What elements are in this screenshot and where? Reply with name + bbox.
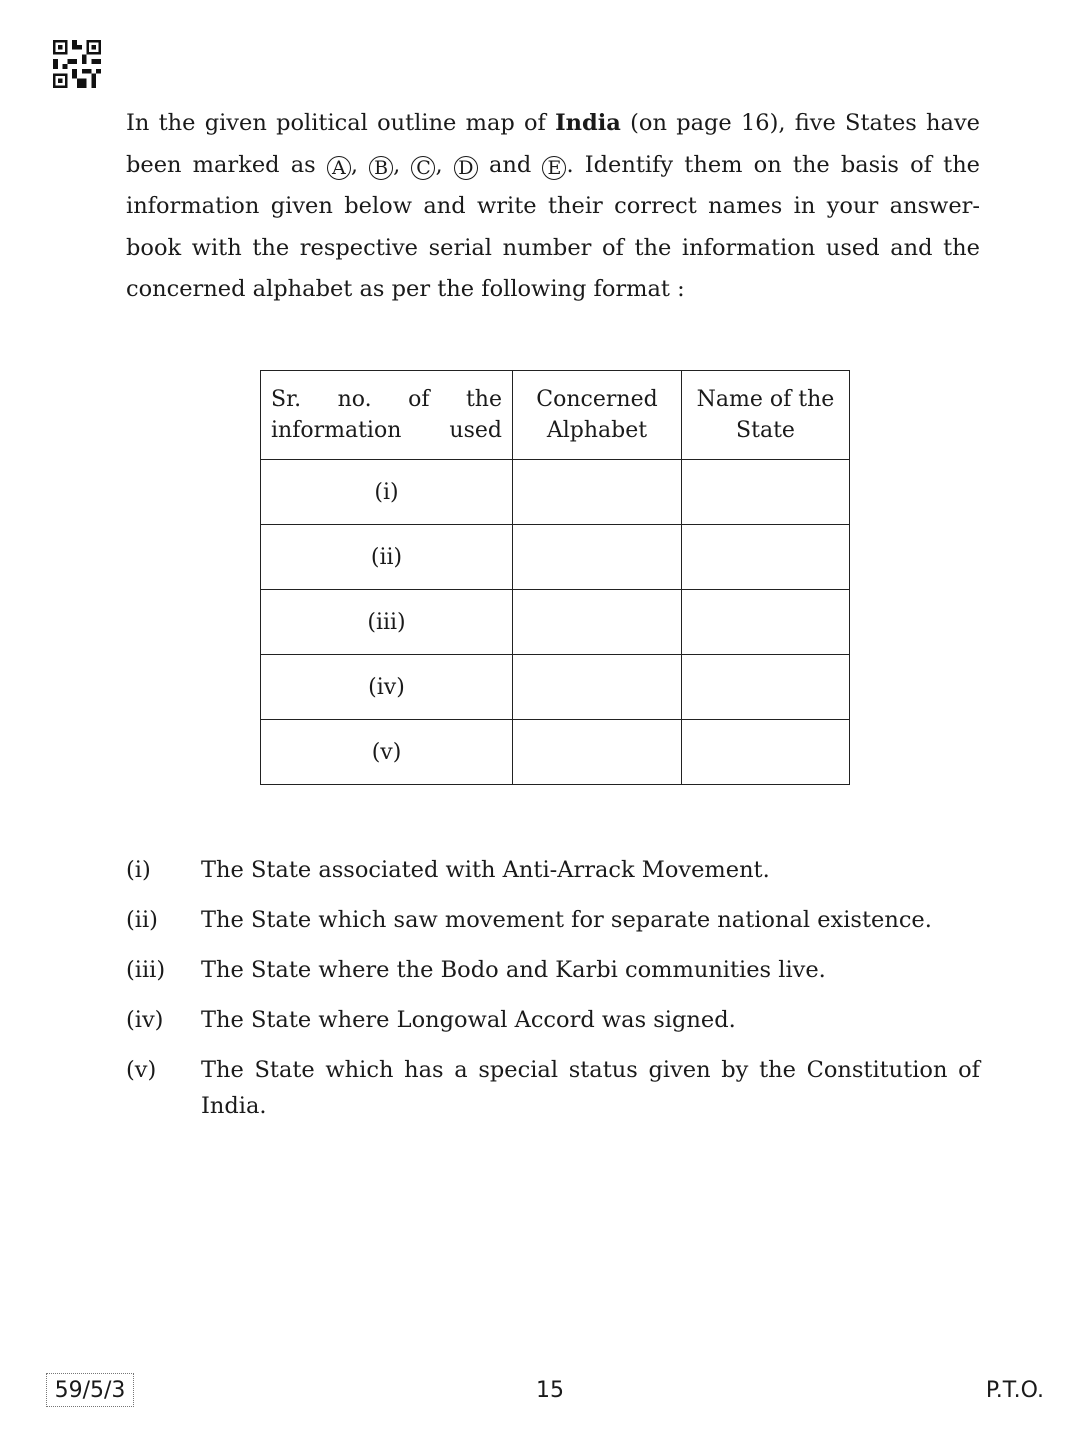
empty-cell bbox=[682, 720, 850, 785]
table-row bbox=[261, 720, 850, 785]
empty-cell bbox=[513, 720, 682, 785]
item-text: The State which has a special status given by the Constitution of India. bbox=[201, 1057, 980, 1119]
empty-cell bbox=[682, 525, 850, 590]
row-number: (v) bbox=[261, 720, 513, 785]
item-number: (i) bbox=[126, 857, 151, 883]
list-item bbox=[126, 852, 980, 888]
table-row bbox=[261, 590, 850, 655]
item-text: The State which saw movement for separate national existence. bbox=[201, 907, 932, 933]
page-number: 15 bbox=[536, 1378, 564, 1403]
empty-cell bbox=[682, 590, 850, 655]
pto-label: P.T.O. bbox=[985, 1378, 1044, 1403]
list-item bbox=[126, 1052, 980, 1124]
header-alphabet: Concerned Alphabet bbox=[513, 371, 682, 460]
empty-cell bbox=[513, 590, 682, 655]
item-text: The State where Longowal Accord was signed. bbox=[201, 1007, 736, 1033]
row-number: (iv) bbox=[261, 655, 513, 720]
item-number: (ii) bbox=[126, 907, 158, 933]
header-state: Name of the State bbox=[682, 371, 850, 460]
bold-india: India bbox=[555, 110, 621, 136]
empty-cell bbox=[513, 525, 682, 590]
list-item bbox=[126, 952, 980, 988]
row-number: (i) bbox=[261, 460, 513, 525]
empty-cell bbox=[682, 460, 850, 525]
list-item bbox=[126, 1002, 980, 1038]
empty-cell bbox=[682, 655, 850, 720]
marker-c: C bbox=[411, 156, 435, 180]
item-number: (v) bbox=[126, 1057, 157, 1083]
table-row bbox=[261, 655, 850, 720]
empty-cell bbox=[513, 460, 682, 525]
marker-e: E bbox=[542, 156, 566, 180]
row-number: (iii) bbox=[261, 590, 513, 655]
marker-b: B bbox=[369, 156, 393, 180]
item-number: (iv) bbox=[126, 1007, 164, 1033]
item-text: The State associated with Anti-Arrack Movement. bbox=[201, 857, 770, 883]
marker-d: D bbox=[454, 156, 478, 180]
information-list bbox=[126, 852, 980, 1138]
table-row bbox=[261, 525, 850, 590]
qr-code-icon bbox=[52, 40, 102, 88]
item-text: The State where the Bodo and Karbi communities live. bbox=[201, 957, 826, 983]
intro-paragraph: In the given political outline map of India (on page 16), five States have been marked as A , B , C , D and E . Identify them on the basis of the information given below and write their correct names in your answer-book with the respective serial number of the information used and the concerned alphabet as per the following format : bbox=[126, 110, 980, 303]
answer-format-table bbox=[260, 370, 850, 785]
table-row bbox=[261, 460, 850, 525]
row-number: (ii) bbox=[261, 525, 513, 590]
list-item bbox=[126, 902, 980, 938]
marker-a: A bbox=[327, 156, 351, 180]
paper-code: 59/5/3 bbox=[46, 1373, 134, 1407]
item-number: (iii) bbox=[126, 957, 166, 983]
header-sr-no: Sr. no. of the information used bbox=[261, 371, 513, 460]
empty-cell bbox=[513, 655, 682, 720]
